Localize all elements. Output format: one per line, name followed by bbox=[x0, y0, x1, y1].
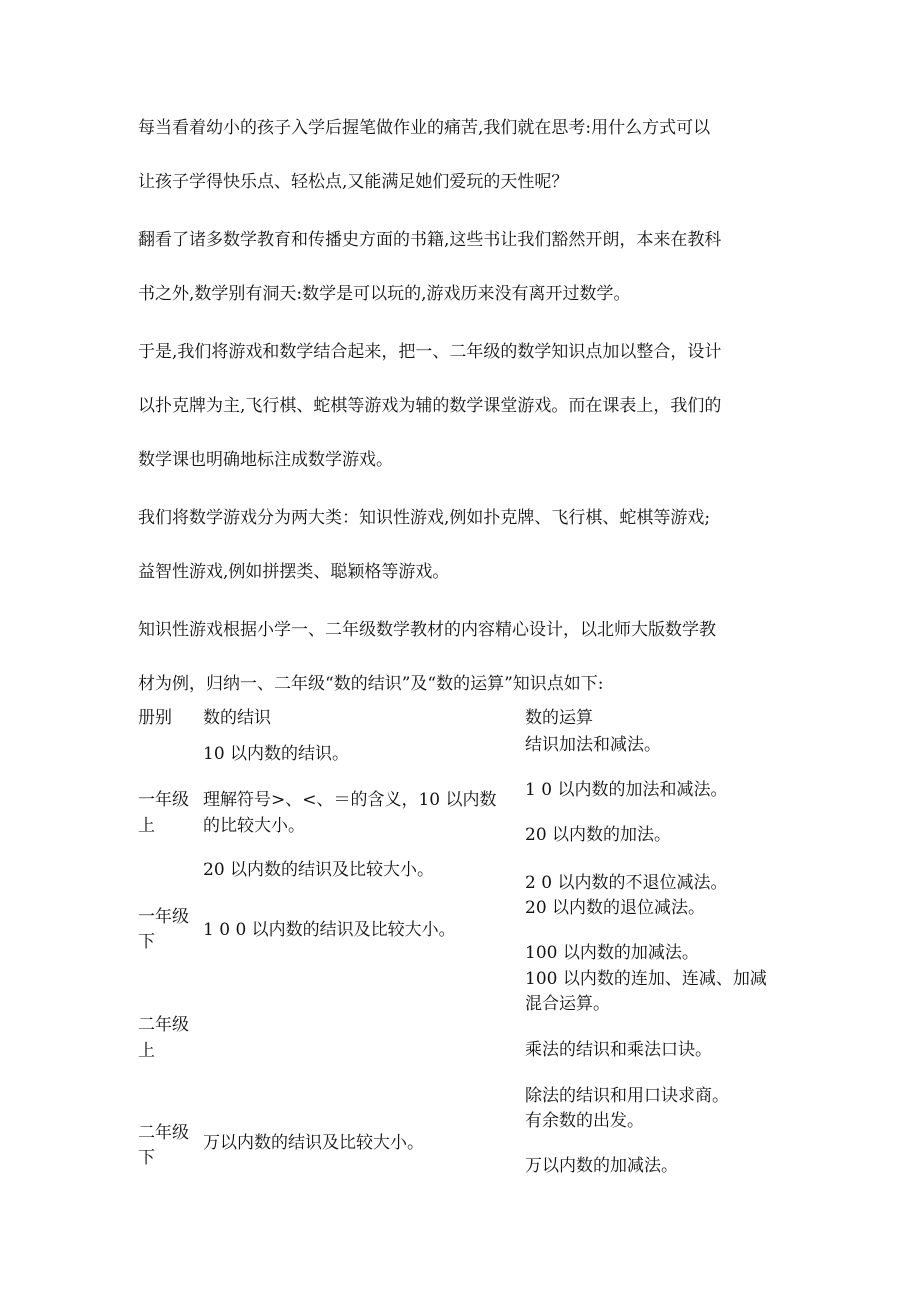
text-line: 于是,我们将游戏和数学结合起来，把一、二年级的数学知识点加以整合，设计 bbox=[138, 342, 722, 362]
recognition-cell: 1 0 0 以内数的结识及比较大小。 bbox=[203, 920, 456, 940]
operation-cell: 100 以内数的连加、连减、加减 bbox=[525, 969, 767, 989]
header-operations: 数的运算 bbox=[525, 708, 593, 728]
recognition-cell: 10 以内数的结识。 bbox=[203, 744, 350, 764]
operation-cell: 20 以内数的加法。 bbox=[525, 825, 672, 845]
text-line: 我们将数学游戏分为两大类：知识性游戏,例如扑克牌、飞行棋、蛇棋等游戏; bbox=[138, 508, 711, 528]
volume-label: 下 bbox=[138, 1148, 155, 1168]
operation-cell: 2 0 以内数的不退位减法。 bbox=[525, 873, 728, 893]
volume-label: 下 bbox=[138, 932, 155, 952]
volume-label: 二年级 bbox=[138, 1123, 189, 1143]
volume-label: 一年级 bbox=[138, 790, 189, 810]
text-line: 让孩子学得快乐点、轻松点,又能满足她们爱玩的天性呢？ bbox=[138, 172, 569, 192]
operation-cell: 混合运算。 bbox=[525, 994, 610, 1014]
text-line: 数学课也明确地标注成数学游戏。 bbox=[138, 450, 393, 470]
volume-label: 上 bbox=[138, 1041, 155, 1061]
operation-cell: 结识加法和减法。 bbox=[525, 735, 661, 755]
text-line: 书之外,数学别有洞天:数学是可以玩的,游戏历来没有离开过数学。 bbox=[138, 284, 631, 304]
operation-cell: 除法的结识和用口诀求商。 bbox=[525, 1086, 729, 1106]
recognition-cell: 万以内数的结识及比较大小。 bbox=[203, 1133, 424, 1153]
operation-cell: 乘法的结识和乘法口诀。 bbox=[525, 1040, 712, 1060]
operation-cell: 1 0 以内数的加法和减法。 bbox=[525, 780, 728, 800]
recognition-cell: 的比较大小。 bbox=[203, 816, 305, 836]
operation-cell: 万以内数的加减法。 bbox=[525, 1156, 678, 1176]
operation-cell: 20 以内数的退位减法。 bbox=[525, 898, 706, 918]
volume-label: 一年级 bbox=[138, 907, 189, 927]
text-line: 翻看了诸多数学教育和传播史方面的书籍,这些书让我们豁然开朗，本来在教科 bbox=[138, 230, 722, 250]
header-volume: 册别 bbox=[138, 708, 172, 728]
header-recognition: 数的结识 bbox=[203, 708, 271, 728]
text-line: 每当看着幼小的孩子入学后握笔做作业的痛苦,我们就在思考:用什么方式可以 bbox=[138, 118, 711, 138]
operation-cell: 有余数的出发。 bbox=[525, 1111, 644, 1131]
volume-label: 二年级 bbox=[138, 1015, 189, 1035]
operation-cell: 100 以内数的加减法。 bbox=[525, 943, 699, 963]
recognition-cell: 理解符号>、<、＝的含义，10 以内数 bbox=[203, 790, 497, 810]
recognition-cell: 20 以内数的结识及比较大小。 bbox=[203, 860, 435, 880]
text-line: 知识性游戏根据小学一、二年级数学教材的内容精心设计，以北师大版数学教 bbox=[138, 620, 716, 640]
text-line: 以扑克牌为主,飞行棋、蛇棋等游戏为辅的数学课堂游戏。而在课表上，我们的 bbox=[138, 396, 722, 416]
text-line: 益智性游戏,例如拼摆类、聪颖格等游戏。 bbox=[138, 562, 450, 582]
volume-label: 上 bbox=[138, 816, 155, 836]
text-line: 材为例，归纳一、二年级“数的结识”及“数的运算”知识点如下: bbox=[138, 674, 604, 694]
